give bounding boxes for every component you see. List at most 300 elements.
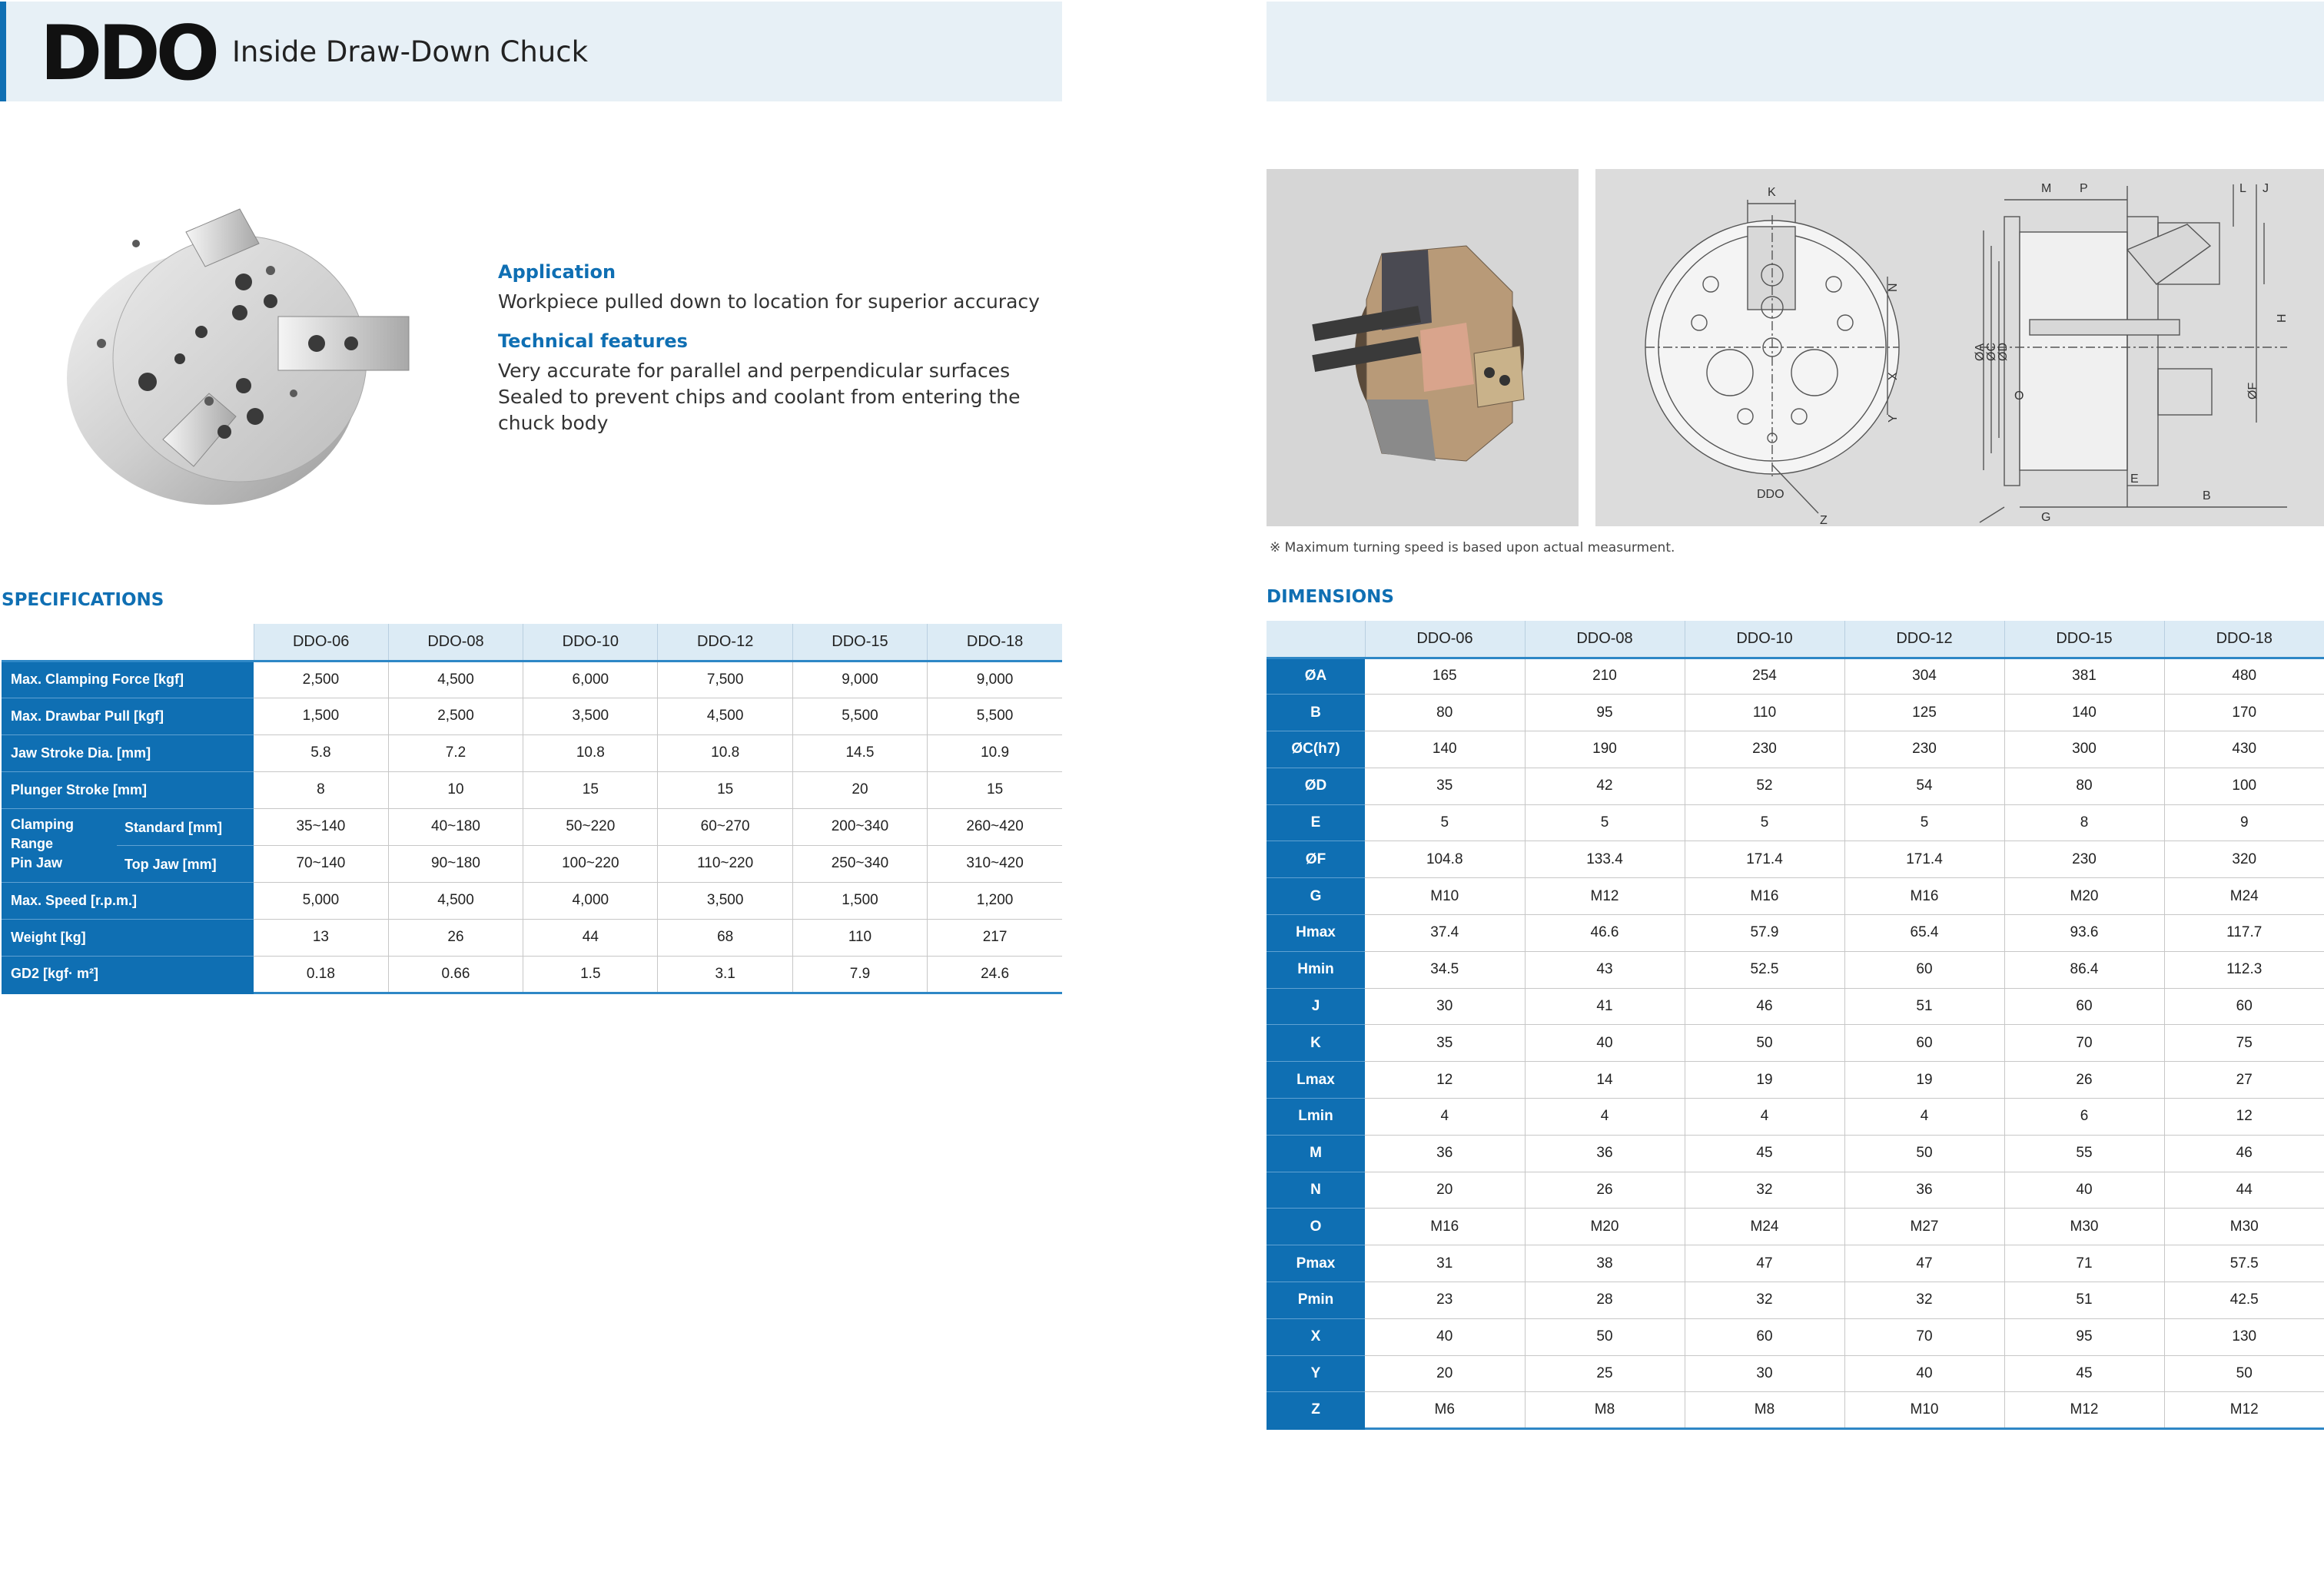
table-cell: 93.6: [2004, 915, 2164, 952]
table-cell: 250~340: [792, 845, 927, 882]
table-row: [1267, 951, 2324, 988]
table-cell: 36: [1525, 1135, 1685, 1172]
table-cell: 3.1: [658, 956, 792, 993]
table-cell: 381: [2004, 658, 2164, 695]
table-cell: 25: [1525, 1355, 1685, 1392]
table-row: [2, 919, 1062, 956]
table-cell: 4: [1365, 1099, 1525, 1136]
specifications-table: [2, 624, 1062, 994]
table-cell: 3,500: [658, 882, 792, 919]
table-cell: 15: [523, 771, 658, 808]
table-cell: 430: [2164, 731, 2324, 768]
table-row: [1267, 1282, 2324, 1319]
table-cell: 51: [2004, 1282, 2164, 1319]
spec-col-header: DDO-15: [792, 624, 927, 661]
application-heading: Application: [498, 261, 616, 283]
table-cell: 304: [1844, 658, 2004, 695]
table-cell: 2,500: [254, 661, 388, 698]
table-cell: 32: [1844, 1282, 2004, 1319]
technical-drawing: [1595, 169, 2324, 526]
table-cell: 7.9: [792, 956, 927, 993]
table-cell: 60: [1844, 1025, 2004, 1062]
table-cell: 7.2: [388, 734, 523, 771]
row-label: Pmin: [1267, 1282, 1365, 1319]
table-cell: 10.8: [658, 734, 792, 771]
table-cell: 60: [2004, 988, 2164, 1025]
table-cell: 190: [1525, 731, 1685, 768]
row-label: Lmax: [1267, 1062, 1365, 1099]
table-cell: 60~270: [658, 808, 792, 845]
top-jaw-label: Top Jaw [mm]: [124, 856, 217, 872]
table-cell: 5,500: [928, 698, 1062, 734]
spec-col-header: DDO-06: [254, 624, 388, 661]
table-cell: 42.5: [2164, 1282, 2324, 1319]
drawing-label-e: E: [2130, 472, 2139, 486]
table-row: [1267, 915, 2324, 952]
table-cell: 27: [2164, 1062, 2324, 1099]
table-cell: 130: [2164, 1318, 2324, 1355]
table-cell: 40: [1525, 1025, 1685, 1062]
table-cell: 26: [2004, 1062, 2164, 1099]
application-text: Workpiece pulled down to location for superior accuracy: [498, 290, 1040, 313]
table-cell: 65.4: [1844, 915, 2004, 952]
product-code: DDO: [40, 10, 216, 98]
drawing-label-b: B: [2203, 489, 2211, 502]
table-cell: 1,500: [254, 698, 388, 734]
table-cell: 50: [1525, 1318, 1685, 1355]
table-cell: 80: [1365, 695, 1525, 731]
table-cell: 5: [1685, 804, 1844, 841]
right-page: [1267, 0, 2324, 1575]
clamping-label-l1: Clamping: [11, 816, 75, 832]
table-cell: 50: [1844, 1135, 2004, 1172]
table-cell: 8: [2004, 804, 2164, 841]
table-cell: M10: [1844, 1392, 2004, 1429]
table-cell: 480: [2164, 658, 2324, 695]
table-cell: 171.4: [1844, 841, 2004, 878]
table-cell: 40~180: [388, 808, 523, 845]
table-cell: 68: [658, 919, 792, 956]
table-row-clamping-standard: [2, 808, 1062, 845]
table-cell: 19: [1685, 1062, 1844, 1099]
table-cell: M24: [2164, 878, 2324, 915]
table-cell: 5.8: [254, 734, 388, 771]
row-label: Max. Drawbar Pull [kgf]: [2, 698, 254, 734]
row-label: K: [1267, 1025, 1365, 1062]
spec-corner-cell: [2, 624, 254, 661]
table-cell: 20: [1365, 1355, 1525, 1392]
table-cell: 104.8: [1365, 841, 1525, 878]
table-cell: M20: [1525, 1209, 1685, 1245]
table-row: [1267, 1025, 2324, 1062]
row-label: N: [1267, 1172, 1365, 1209]
dims-col-header: DDO-10: [1685, 621, 1844, 658]
clamping-label-block: [11, 815, 74, 873]
drawing-label-f: ØF: [2246, 382, 2259, 400]
table-cell: 117.7: [2164, 915, 2324, 952]
table-row: [1267, 1099, 2324, 1136]
dims-col-header: DDO-08: [1525, 621, 1685, 658]
table-cell: 15: [658, 771, 792, 808]
row-label: M: [1267, 1135, 1365, 1172]
table-cell: 60: [1844, 951, 2004, 988]
table-row: [2, 882, 1062, 919]
table-cell: 217: [928, 919, 1062, 956]
row-label: GD2 [kgf· m²]: [2, 956, 254, 993]
table-cell: 9,000: [792, 661, 927, 698]
table-cell: 6,000: [523, 661, 658, 698]
table-cell: 60: [2164, 988, 2324, 1025]
table-cell: 110: [792, 919, 927, 956]
table-row: [1267, 768, 2324, 804]
table-cell: 42: [1525, 768, 1685, 804]
table-cell: 51: [1844, 988, 2004, 1025]
row-label: Hmax: [1267, 915, 1365, 952]
table-cell: 60: [1685, 1318, 1844, 1355]
left-page: [0, 0, 1068, 1575]
row-label: ØC(h7): [1267, 731, 1365, 768]
table-cell: 40: [1844, 1355, 2004, 1392]
dims-col-header: DDO-15: [2004, 621, 2164, 658]
table-cell: 47: [1685, 1245, 1844, 1282]
dimensions-title: DIMENSIONS: [1267, 587, 1394, 607]
table-cell: 20: [1365, 1172, 1525, 1209]
table-cell: 30: [1365, 988, 1525, 1025]
table-cell: 100: [2164, 768, 2324, 804]
application-block: [498, 261, 1051, 436]
table-cell: 75: [2164, 1025, 2324, 1062]
table-cell: 28: [1525, 1282, 1685, 1319]
table-cell: 30: [1685, 1355, 1844, 1392]
table-cell: 70: [1844, 1318, 2004, 1355]
row-label: ØA: [1267, 658, 1365, 695]
table-cell: 19: [1844, 1062, 2004, 1099]
row-label: G: [1267, 878, 1365, 915]
table-cell: 52.5: [1685, 951, 1844, 988]
table-cell: 50: [1685, 1025, 1844, 1062]
table-cell: 24.6: [928, 956, 1062, 993]
table-cell: M12: [1525, 878, 1685, 915]
table-cell: 70: [2004, 1025, 2164, 1062]
table-cell: 5: [1844, 804, 2004, 841]
row-label: Max. Speed [r.p.m.]: [2, 882, 254, 919]
table-cell: 4: [1844, 1099, 2004, 1136]
table-row: [1267, 988, 2324, 1025]
row-label: O: [1267, 1209, 1365, 1245]
table-cell: 10.8: [523, 734, 658, 771]
dims-header-row: [1267, 621, 2324, 658]
table-cell: M20: [2004, 878, 2164, 915]
table-cell: M8: [1525, 1392, 1685, 1429]
row-label: Hmin: [1267, 951, 1365, 988]
table-cell: 4,000: [523, 882, 658, 919]
table-cell: 7,500: [658, 661, 792, 698]
table-cell: 47: [1844, 1245, 2004, 1282]
row-label: ØF: [1267, 841, 1365, 878]
table-cell: 100~220: [523, 845, 658, 882]
table-cell: 4,500: [388, 882, 523, 919]
table-cell: 1.5: [523, 956, 658, 993]
drawing-label-g: G: [2041, 511, 2051, 524]
table-cell: 8: [254, 771, 388, 808]
row-label: X: [1267, 1318, 1365, 1355]
row-label: Z: [1267, 1392, 1365, 1429]
table-cell: 40: [2004, 1172, 2164, 1209]
table-cell: 9,000: [928, 661, 1062, 698]
table-cell: 46: [2164, 1135, 2324, 1172]
table-cell: 5,000: [254, 882, 388, 919]
table-row: [1267, 1245, 2324, 1282]
table-cell: 57.9: [1685, 915, 1844, 952]
table-cell: 9: [2164, 804, 2324, 841]
table-cell: 210: [1525, 658, 1685, 695]
table-cell: 86.4: [2004, 951, 2164, 988]
table-cell: 57.5: [2164, 1245, 2324, 1282]
table-cell: M8: [1685, 1392, 1844, 1429]
table-cell: 31: [1365, 1245, 1525, 1282]
table-cell: M30: [2004, 1209, 2164, 1245]
table-cell: 71: [2004, 1245, 2164, 1282]
table-cell: 32: [1685, 1172, 1844, 1209]
table-cell: M16: [1844, 878, 2004, 915]
table-cell: 55: [2004, 1135, 2164, 1172]
drawing-label-x: X: [1887, 372, 1900, 380]
row-label: Pmax: [1267, 1245, 1365, 1282]
table-cell: M12: [2004, 1392, 2164, 1429]
table-row: [2, 956, 1062, 993]
table-cell: 3,500: [523, 698, 658, 734]
header-band: [0, 2, 1062, 101]
table-cell: 4: [1685, 1099, 1844, 1136]
spec-col-header: DDO-10: [523, 624, 658, 661]
feature-1: Very accurate for parallel and perpendicular surfaces: [498, 360, 1011, 382]
table-cell: 112.3: [2164, 951, 2324, 988]
table-cell: 4,500: [658, 698, 792, 734]
table-row: [1267, 1318, 2324, 1355]
features-heading: Technical features: [498, 330, 688, 352]
dims-col-header: DDO-18: [2164, 621, 2324, 658]
table-cell: 1,500: [792, 882, 927, 919]
table-row: [2, 771, 1062, 808]
table-cell: 6: [2004, 1099, 2164, 1136]
table-row: [2, 698, 1062, 734]
dimensions-table: [1267, 621, 2324, 1430]
spec-col-header: DDO-18: [928, 624, 1062, 661]
table-cell: 165: [1365, 658, 1525, 695]
table-cell: 40: [1365, 1318, 1525, 1355]
row-label: Lmin: [1267, 1099, 1365, 1136]
drawing-label-m: M: [2041, 182, 2052, 195]
table-row: [1267, 731, 2324, 768]
table-cell: 230: [1844, 731, 2004, 768]
table-cell: 38: [1525, 1245, 1685, 1282]
table-cell: M30: [2164, 1209, 2324, 1245]
dims-col-header: DDO-12: [1844, 621, 2004, 658]
table-cell: 140: [2004, 695, 2164, 731]
table-cell: 26: [388, 919, 523, 956]
table-cell: 26: [1525, 1172, 1685, 1209]
dims-col-header: DDO-06: [1365, 621, 1525, 658]
table-cell: 32: [1685, 1282, 1844, 1319]
table-cell: 110~220: [658, 845, 792, 882]
spec-col-header: DDO-12: [658, 624, 792, 661]
table-cell: 140: [1365, 731, 1525, 768]
table-row: [1267, 841, 2324, 878]
drawing-label-c: ØC: [1985, 343, 1998, 361]
table-cell: 1,200: [928, 882, 1062, 919]
table-cell: 45: [1685, 1135, 1844, 1172]
table-cell: 46.6: [1525, 915, 1685, 952]
clamping-label-l3: Pin Jaw: [11, 854, 63, 870]
table-cell: M16: [1365, 1209, 1525, 1245]
feature-2b: chuck body: [498, 412, 609, 434]
drawing-label-l: L: [2239, 182, 2246, 195]
drawing-label-k: K: [1768, 186, 1776, 199]
table-cell: 110: [1685, 695, 1844, 731]
table-row: [1267, 1062, 2324, 1099]
table-cell: 14.5: [792, 734, 927, 771]
row-label: Plunger Stroke [mm]: [2, 771, 254, 808]
table-row: [1267, 1135, 2324, 1172]
table-cell: 54: [1844, 768, 2004, 804]
row-label: Weight [kg]: [2, 919, 254, 956]
table-cell: 200~340: [792, 808, 927, 845]
table-cell: 23: [1365, 1282, 1525, 1319]
spec-header-row: [2, 624, 1062, 661]
table-cell: 36: [1365, 1135, 1525, 1172]
table-cell: 230: [2004, 841, 2164, 878]
drawing-label-n: N: [1887, 283, 1900, 292]
table-cell: 95: [1525, 695, 1685, 731]
row-label: ØD: [1267, 768, 1365, 804]
table-cell: 35~140: [254, 808, 388, 845]
drawing-label-ddo: DDO: [1757, 488, 1784, 501]
table-cell: 133.4: [1525, 841, 1685, 878]
spec-col-header: DDO-08: [388, 624, 523, 661]
row-label: Y: [1267, 1355, 1365, 1392]
table-cell: 170: [2164, 695, 2324, 731]
table-cell: 171.4: [1685, 841, 1844, 878]
table-cell: M16: [1685, 878, 1844, 915]
table-cell: 0.66: [388, 956, 523, 993]
table-cell: 5: [1525, 804, 1685, 841]
table-row: [2, 661, 1062, 698]
table-cell: 35: [1365, 768, 1525, 804]
table-cell: 10.9: [928, 734, 1062, 771]
table-cell: M27: [1844, 1209, 2004, 1245]
table-cell: 230: [1685, 731, 1844, 768]
table-cell: 34.5: [1365, 951, 1525, 988]
table-cell: 5,500: [792, 698, 927, 734]
drawing-label-h: H: [2276, 313, 2289, 323]
dims-body: [1267, 658, 2324, 1429]
table-cell: 50: [2164, 1355, 2324, 1392]
table-cell: 4: [1525, 1099, 1685, 1136]
drawing-label-o: O: [2014, 390, 2024, 403]
table-cell: 4,500: [388, 661, 523, 698]
table-cell: 35: [1365, 1025, 1525, 1062]
table-cell: 50~220: [523, 808, 658, 845]
drawing-label-d: ØD: [1997, 343, 2010, 361]
table-row: [1267, 804, 2324, 841]
table-cell: 310~420: [928, 845, 1062, 882]
standard-label: Standard [mm]: [124, 819, 223, 835]
table-cell: 15: [928, 771, 1062, 808]
cutaway-image: [1267, 169, 1579, 526]
table-cell: 36: [1844, 1172, 2004, 1209]
drawing-label-j: J: [2263, 182, 2269, 195]
header-band-right: [1267, 2, 2324, 101]
chuck-product-image: [48, 186, 417, 516]
table-row: [1267, 1355, 2324, 1392]
table-cell: 44: [523, 919, 658, 956]
table-cell: 12: [2164, 1099, 2324, 1136]
table-row: [2, 734, 1062, 771]
table-cell: 0.18: [254, 956, 388, 993]
table-cell: 320: [2164, 841, 2324, 878]
table-row: [1267, 878, 2324, 915]
table-cell: 90~180: [388, 845, 523, 882]
product-subtitle: Inside Draw-Down Chuck: [232, 35, 589, 68]
table-cell: 43: [1525, 951, 1685, 988]
feature-2a: Sealed to prevent chips and coolant from entering the: [498, 386, 1021, 408]
table-row: [1267, 658, 2324, 695]
row-label: J: [1267, 988, 1365, 1025]
drawing-label-y: Y: [1887, 414, 1900, 423]
table-cell: 125: [1844, 695, 2004, 731]
table-cell: M12: [2164, 1392, 2324, 1429]
table-cell: 12: [1365, 1062, 1525, 1099]
table-cell: 45: [2004, 1355, 2164, 1392]
table-row: [1267, 1392, 2324, 1429]
table-cell: 41: [1525, 988, 1685, 1025]
table-cell: 254: [1685, 658, 1844, 695]
row-label: B: [1267, 695, 1365, 731]
table-row: [1267, 1172, 2324, 1209]
table-cell: 80: [2004, 768, 2164, 804]
clamping-range-label: [2, 808, 254, 882]
table-cell: 5: [1365, 804, 1525, 841]
table-cell: 37.4: [1365, 915, 1525, 952]
speed-note: ※ Maximum turning speed is based upon actual measurment.: [1270, 540, 1675, 555]
table-cell: M10: [1365, 878, 1525, 915]
table-cell: 20: [792, 771, 927, 808]
table-cell: 10: [388, 771, 523, 808]
row-label: Max. Clamping Force [kgf]: [2, 661, 254, 698]
table-cell: 52: [1685, 768, 1844, 804]
table-cell: 14: [1525, 1062, 1685, 1099]
specifications-title: SPECIFICATIONS: [2, 590, 164, 610]
drawing-label-a: ØA: [1974, 343, 1987, 361]
table-cell: 13: [254, 919, 388, 956]
clamping-label-l2: Range: [11, 835, 54, 851]
dims-corner-cell: [1267, 621, 1365, 658]
table-cell: 46: [1685, 988, 1844, 1025]
table-cell: 70~140: [254, 845, 388, 882]
table-row: [1267, 1209, 2324, 1245]
table-cell: 44: [2164, 1172, 2324, 1209]
drawing-label-z: Z: [1820, 514, 1828, 526]
table-cell: M6: [1365, 1392, 1525, 1429]
table-cell: 300: [2004, 731, 2164, 768]
drawing-label-p: P: [2080, 182, 2088, 195]
table-cell: 260~420: [928, 808, 1062, 845]
row-label: E: [1267, 804, 1365, 841]
row-label: Jaw Stroke Dia. [mm]: [2, 734, 254, 771]
table-cell: M24: [1685, 1209, 1844, 1245]
table-row: [1267, 695, 2324, 731]
table-cell: 2,500: [388, 698, 523, 734]
